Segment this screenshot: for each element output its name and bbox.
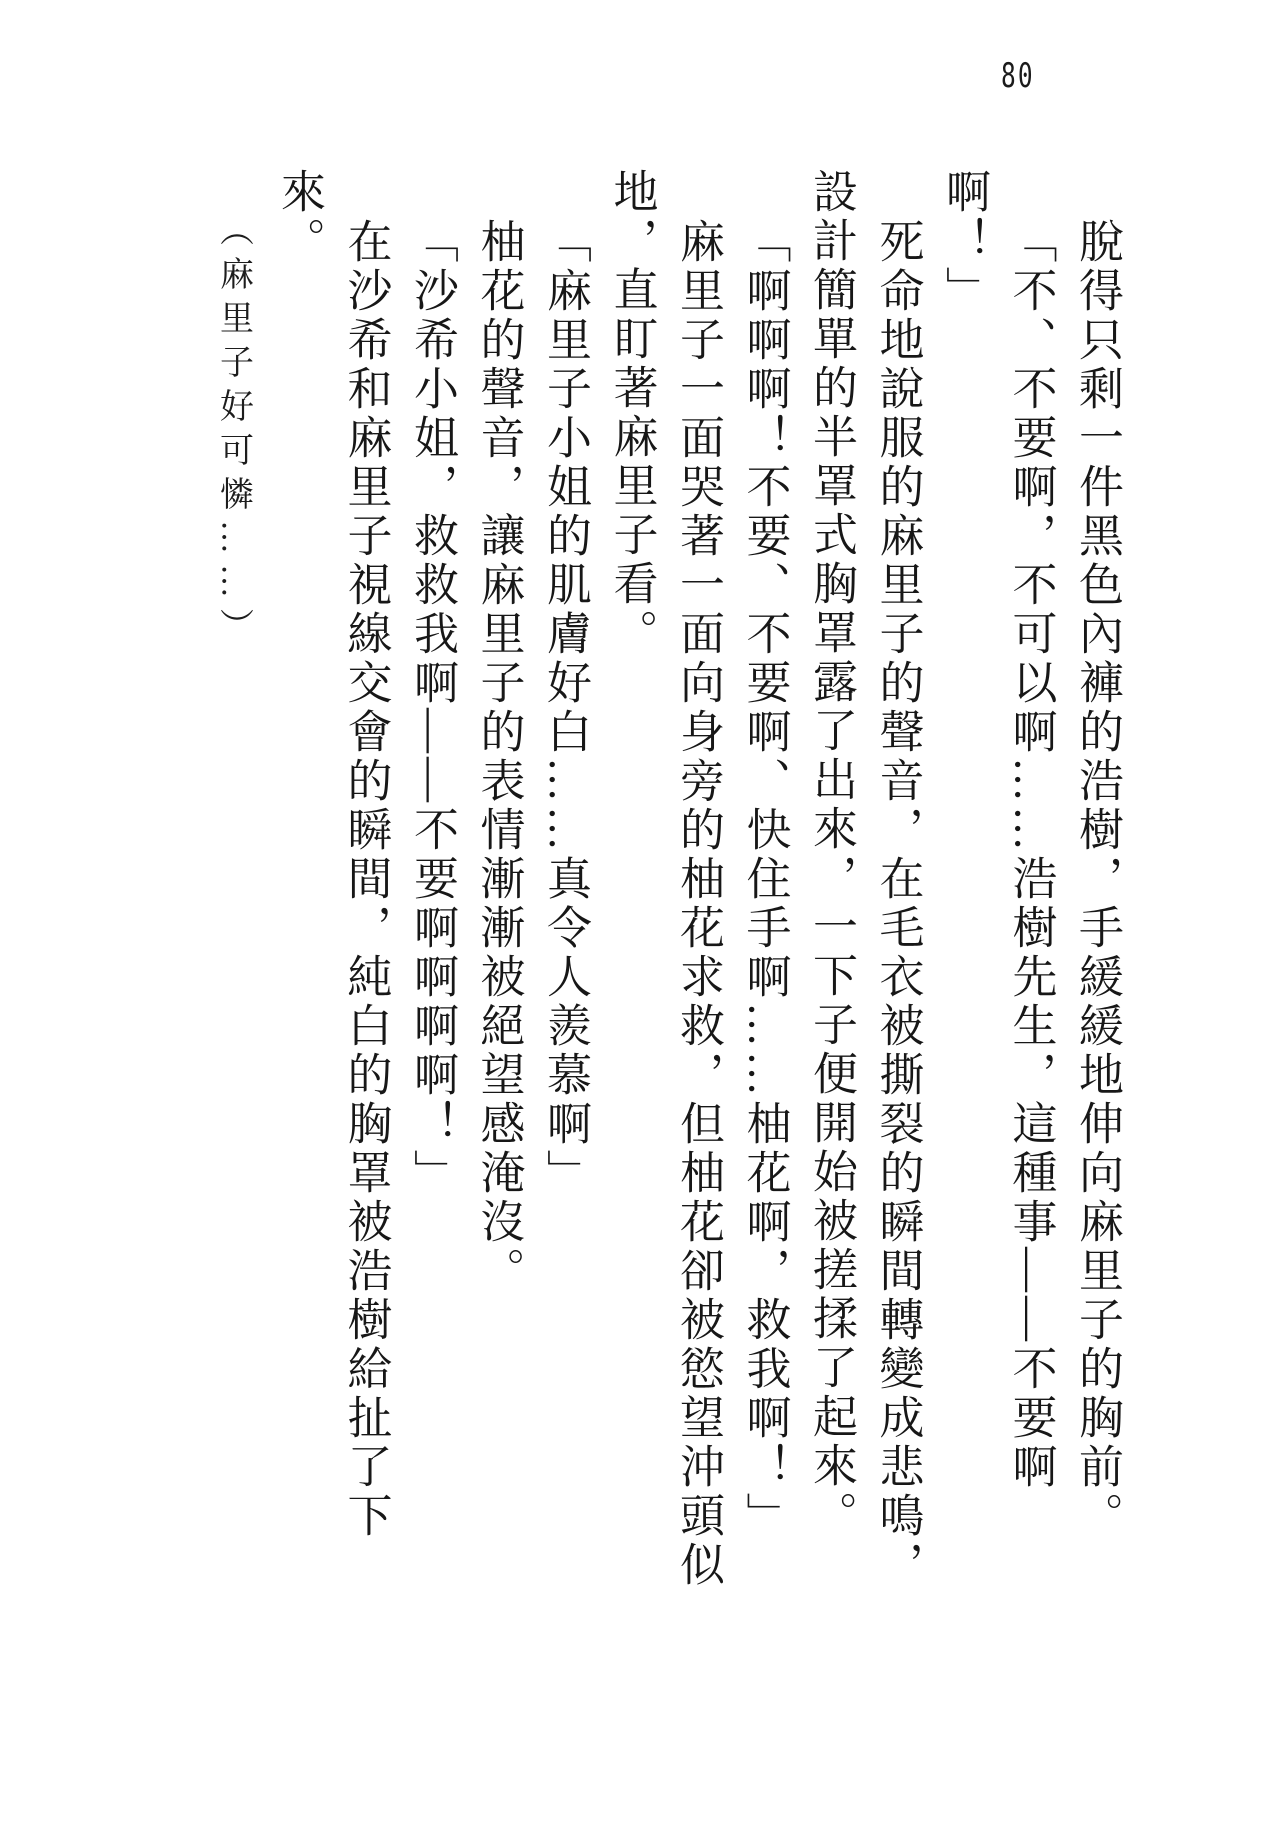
text-column-8: 地，直盯著麻里子看。 [606, 168, 657, 658]
text-column-9: 「麻里子小姐的肌膚好白……真令人羨慕啊」 [540, 218, 590, 1198]
text-column-14: （麻里子好可憐……） [214, 212, 252, 652]
page-number: 80 [1001, 56, 1035, 96]
text-column-12: 在沙希和麻里子視線交會的瞬間，純白的胸罩被浩樹給扯了下 [340, 218, 391, 1541]
text-column-10: 柚花的聲音，讓麻里子的表情漸漸被絕望感淹沒。 [473, 218, 524, 1296]
text-column-13: 來。 [274, 168, 324, 266]
text-column-6: 「啊啊啊！不要、不要啊、快住手啊……柚花啊，救我啊！」 [739, 218, 790, 1541]
text-column-7: 麻里子一面哭著一面向身旁的柚花求救，但柚花卻被慾望沖頭似 [673, 218, 723, 1590]
text-column-3: 啊！」 [939, 168, 989, 315]
text-column-4: 死命地說服的麻里子的聲音，在毛衣被撕裂的瞬間轉變成悲鳴， [872, 218, 923, 1590]
text-column-2: 「不、不要啊，不可以啊……浩樹先生，這種事——不要啊 [1005, 218, 1056, 1492]
text-column-11: 「沙希小姐，救救我啊——不要啊啊啊啊！」 [407, 218, 457, 1198]
text-column-1: 脫得只剩一件黑色內褲的浩樹，手緩緩地伸向麻里子的胸前。 [1072, 218, 1122, 1541]
text-column-5: 設計簡單的半罩式胸罩露了出來，一下子便開始被搓揉了起來。 [806, 168, 856, 1540]
